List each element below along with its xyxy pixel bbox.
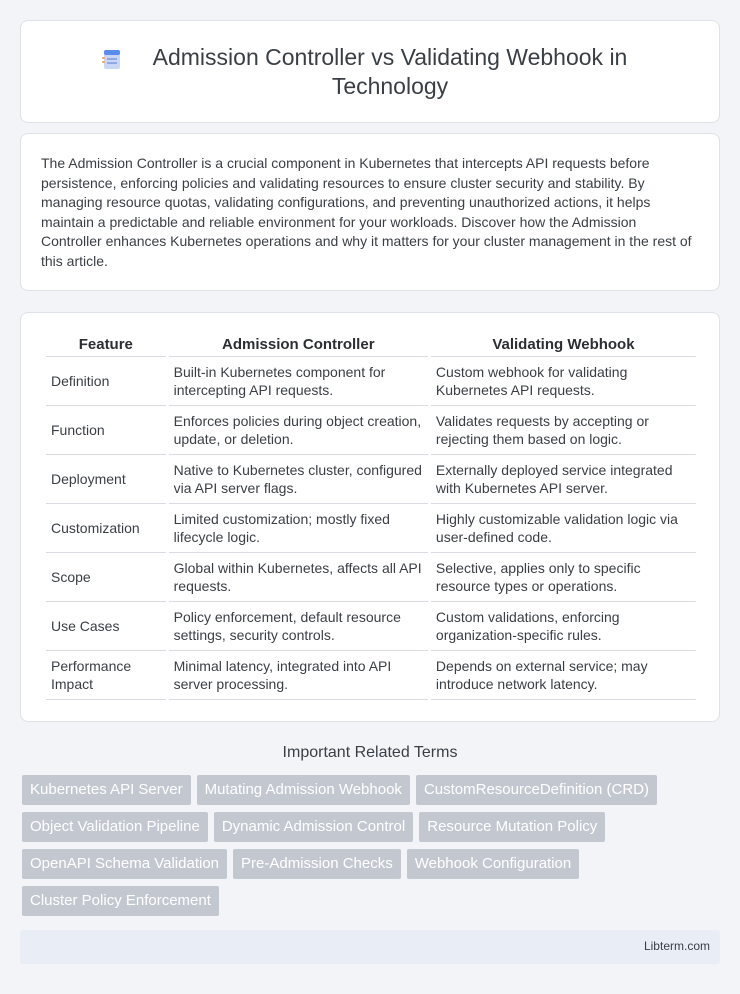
related-term-tag[interactable]: Object Validation Pipeline <box>22 812 208 842</box>
admission-controller-cell: Built-in Kubernetes component for intercepting API requests. <box>169 357 428 406</box>
validating-webhook-cell: Validates requests by accepting or rejecting them based on logic. <box>431 406 696 455</box>
related-term-tag[interactable]: Mutating Admission Webhook <box>197 775 410 805</box>
comparison-table <box>43 335 699 700</box>
related-term-tag[interactable]: Webhook Configuration <box>407 849 580 879</box>
admission-controller-cell: Global within Kubernetes, affects all API requests. <box>169 553 428 602</box>
table-row <box>46 357 696 406</box>
feature-cell: Definition <box>46 357 166 406</box>
feature-cell: Use Cases <box>46 602 166 651</box>
validating-webhook-cell: Depends on external service; may introduce network latency. <box>431 651 696 700</box>
table-header-row <box>46 335 696 357</box>
page-title: Admission Controller vs Validating Webhook in Technology <box>152 44 628 99</box>
admission-controller-cell: Enforces policies during object creation, update, or deletion. <box>169 406 428 455</box>
footer <box>20 930 720 964</box>
admission-controller-cell: Limited customization; mostly fixed lifecycle logic. <box>169 504 428 553</box>
validating-webhook-cell: Custom webhook for validating Kubernetes API requests. <box>431 357 696 406</box>
admission-controller-cell: Native to Kubernetes cluster, configured via API server flags. <box>169 455 428 504</box>
related-terms-list <box>22 775 712 916</box>
table-row <box>46 504 696 553</box>
title-card <box>20 20 720 123</box>
footer-brand[interactable]: Libterm.com <box>643 939 710 953</box>
validating-webhook-cell: Selective, applies only to specific resource types or operations. <box>431 553 696 602</box>
admission-controller-cell: Minimal latency, integrated into API server processing. <box>169 651 428 700</box>
feature-cell: Function <box>46 406 166 455</box>
feature-cell: Customization <box>46 504 166 553</box>
feature-cell: Performance Impact <box>46 651 166 700</box>
comparison-table-card <box>20 312 720 722</box>
related-term-tag[interactable]: CustomResourceDefinition (CRD) <box>416 775 657 805</box>
intro-card <box>20 133 720 291</box>
table-row <box>46 651 696 700</box>
header-validating-webhook: Validating Webhook <box>431 335 696 357</box>
related-term-tag[interactable]: Cluster Policy Enforcement <box>22 886 219 916</box>
table-row <box>46 406 696 455</box>
table-row <box>46 455 696 504</box>
related-term-tag[interactable]: Dynamic Admission Control <box>214 812 413 842</box>
validating-webhook-cell: Custom validations, enforcing organization-specific rules. <box>431 602 696 651</box>
table-row <box>46 553 696 602</box>
feature-cell: Scope <box>46 553 166 602</box>
related-term-tag[interactable]: Pre-Admission Checks <box>233 849 401 879</box>
validating-webhook-cell: Externally deployed service integrated with Kubernetes API server. <box>431 455 696 504</box>
header-admission-controller: Admission Controller <box>169 335 428 357</box>
related-term-tag[interactable]: Kubernetes API Server <box>22 775 191 805</box>
related-term-tag[interactable]: OpenAPI Schema Validation <box>22 849 227 879</box>
table-row <box>46 602 696 651</box>
admission-controller-cell: Policy enforcement, default resource settings, security controls. <box>169 602 428 651</box>
related-terms-title: Important Related Terms <box>282 744 458 761</box>
related-term-tag[interactable]: Resource Mutation Policy <box>419 812 605 842</box>
feature-cell: Deployment <box>46 455 166 504</box>
validating-webhook-cell: Highly customizable validation logic via user-defined code. <box>431 504 696 553</box>
header-feature: Feature <box>46 335 166 357</box>
intro-paragraph: The Admission Controller is a crucial component in Kubernetes that intercepts API requests before persistence, enforcing policies and validating resources to ensure cluster security and stability. By managing resource quotas, validating configurations, and preventing unauthorized actions, it helps maintain a predictable and reliable environment for your workloads. Discover how the Admission Controller enhances Kubernetes operations and why it matters for your cluster management in the rest of this article. <box>41 155 692 269</box>
